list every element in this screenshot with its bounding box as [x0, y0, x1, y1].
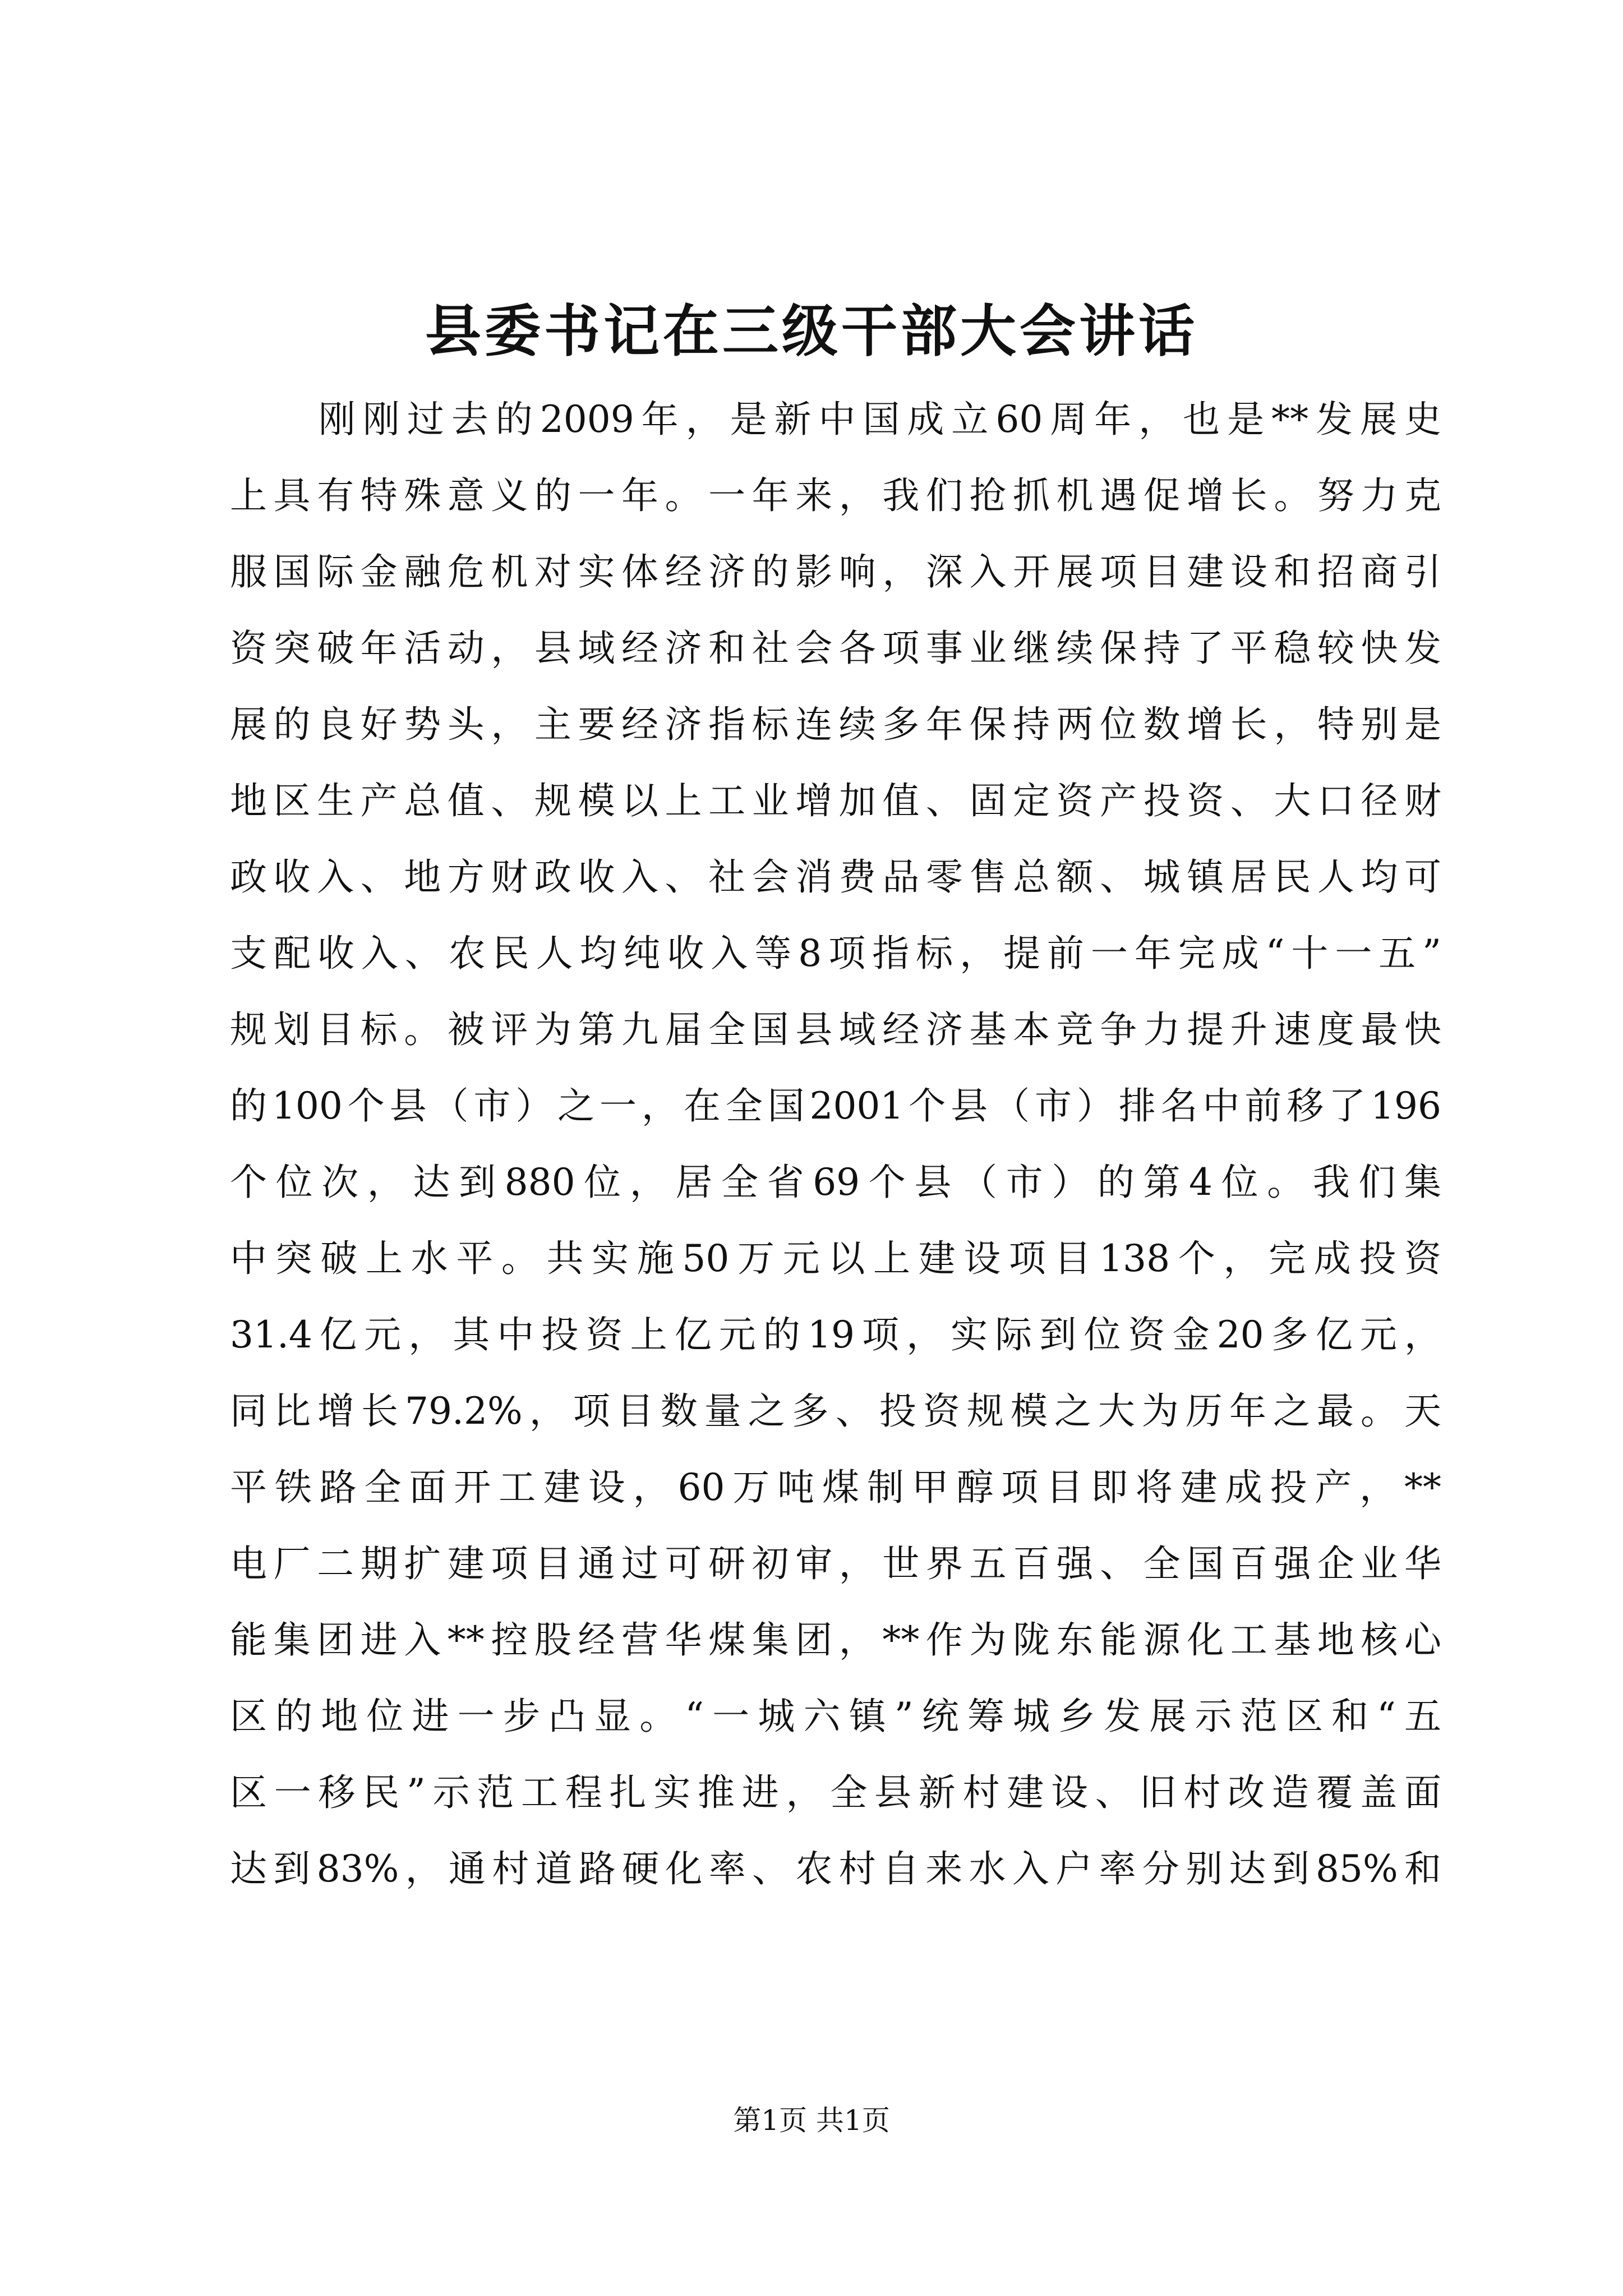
text-line: 地区生产总值、规模以上工业增加值、固定资产投资、大口径财	[230, 779, 1441, 822]
text-line: 达到83%，通村道路硬化率、农村自来水入户率分别达到85%和	[230, 1847, 1441, 1890]
text-line: 同比增长79.2%，项目数量之多、投资规模之大为历年之最。天	[230, 1389, 1441, 1433]
text-line: 电厂二期扩建项目通过可研初审，世界五百强、全国百强企业华	[230, 1542, 1441, 1585]
page-title: 县委书记在三级干部大会讲话	[425, 298, 1198, 364]
text-line: 个位次，达到880位，居全省69个县（市）的第4位。我们集	[230, 1161, 1441, 1204]
text-line: 资突破年活动，县域经济和社会各项事业继续保持了平稳较快发	[230, 627, 1441, 670]
text-line: 中突破上水平。共实施50万元以上建设项目138个，完成投资	[230, 1237, 1441, 1280]
text-line: 支配收入、农民人均纯收入等8项指标，提前一年完成“十一五”	[230, 932, 1441, 975]
text-line: 31.4亿元，其中投资上亿元的19项，实际到位资金20多亿元，	[230, 1313, 1441, 1356]
text-line: 政收入、地方财政收入、社会消费品零售总额、城镇居民人均可	[230, 855, 1441, 899]
text-line: 的100个县（市）之一，在全国2001个县（市）排名中前移了196	[230, 1084, 1441, 1128]
text-line: 刚刚过去的2009年，是新中国成立60周年，也是**发展史	[230, 398, 1441, 441]
body-text	[230, 381, 1441, 1907]
text-line: 展的良好势头，主要经济指标连续多年保持两位数增长，特别是	[230, 703, 1441, 746]
text-line: 能集团进入**控股经营华煤集团，**作为陇东能源化工基地核心	[230, 1618, 1441, 1662]
text-line: 规划目标。被评为第九届全国县域经济基本竞争力提升速度最快	[230, 1008, 1441, 1051]
text-line: 上具有特殊意义的一年。一年来，我们抢抓机遇促增长。努力克	[230, 474, 1441, 517]
text-line: 区的地位进一步凸显。“一城六镇”统筹城乡发展示范区和“五	[230, 1695, 1441, 1738]
text-line: 平铁路全面开工建设，60万吨煤制甲醇项目即将建成投产，**	[230, 1466, 1441, 1509]
text-line: 服国际金融危机对实体经济的影响，深入开展项目建设和招商引	[230, 550, 1441, 593]
page-number: 第1页 共1页	[733, 2104, 890, 2137]
text-line: 区一移民”示范工程扎实推进，全县新村建设、旧村改造覆盖面	[230, 1771, 1441, 1814]
